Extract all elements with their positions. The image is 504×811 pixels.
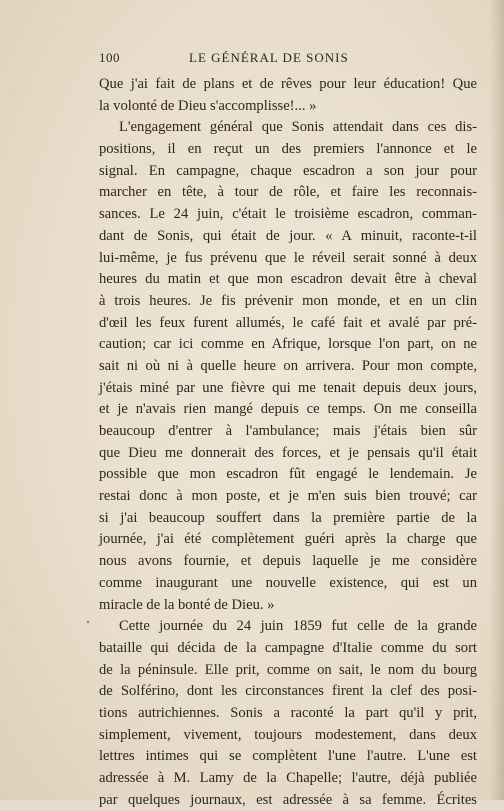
text-line: lettres intimes qui se complètent l'une l'autre. L'une est: [99, 748, 477, 765]
text-line: sait ni où ni à quelle heure on arrivera. Pour mon compte,: [99, 357, 477, 374]
text-line: L'engagement général que Sonis attendait dans ces dis-: [119, 119, 477, 136]
text-line: marcher en tête, à tour de rôle, et faire les reconnais-: [99, 184, 477, 201]
text-line: comme inaugurant une nouvelle existence, qui est un: [99, 574, 477, 591]
text-line: nous avons fournie, et depuis laquelle je me considère: [99, 553, 477, 570]
text-line: beaucoup d'entrer à l'ambulance; mais j'étais bien sûr: [99, 423, 477, 439]
text-line: tions autrichiennes. Sonis a raconté la part qu'il y prit,: [99, 704, 477, 721]
text-line: positions, il en reçut un des premiers l'annonce et le: [99, 141, 477, 158]
text-line: journée, j'ai été complètement guéri après la charge que: [99, 531, 477, 548]
text-line: restai donc à mon poste, et je m'en suis bien trouvé; car: [99, 488, 477, 505]
running-title: LE GÉNÉRAL DE SONIS: [189, 50, 349, 65]
text-line: dant de Sonis, qui était de jour. « A minuit, raconte-t-il: [99, 227, 477, 244]
text-line: caution; car ici comme en Afrique, lorsque l'on part, on ne: [99, 336, 477, 353]
text-line: j'étais miné par une fièvre qui me tenait depuis deux jours,: [99, 379, 477, 396]
text-line: d'œil les feux furent allumés, le café fait et avalé par pré-: [99, 314, 477, 331]
text-line: sances. Le 24 juin, c'était le troisième escadron, comman-: [99, 206, 477, 223]
text-line: la volonté de Dieu s'accomplisse!... »: [99, 97, 317, 114]
paper-speck: [87, 621, 89, 623]
text-line: si j'ai beaucoup souffert dans la première partie de la: [99, 509, 477, 526]
text-line: signal. En campagne, chaque escadron a son jour pour: [99, 162, 477, 179]
text-line: lui-même, je fus prévenu que le réveil serait sonné à deux: [99, 249, 477, 266]
text-line: de la péninsule. Elle prit, comme on sait, le nom du bourg: [99, 661, 477, 678]
text-line: possible que mon escadron fût engagé le lendemain. Je: [99, 466, 477, 483]
text-line: et je n'avais rien mangé depuis ce temps. On me conseilla: [99, 401, 477, 418]
page-header: [99, 50, 477, 70]
text-line: adressée à M. Lamy de la Chapelle; l'autre, déjà publiée: [99, 770, 477, 786]
text-line: de Solférino, dont les circonstances firent la clef des posi-: [99, 683, 477, 700]
text-line: bataille qui décida de la campagne d'Italie comme du sort: [99, 639, 477, 656]
page-edge-shadow: [490, 0, 504, 800]
text-line: par quelques journaux, est adressée à sa femme. Écrites: [99, 791, 477, 808]
text-line: heures du matin et que mon escadron devait être à cheval: [99, 271, 477, 288]
text-line: Que j'ai fait de plans et de rêves pour leur éducation! Que: [99, 76, 477, 92]
text-line: simplement, vivement, toujours modestement, dans deux: [99, 726, 477, 743]
text-line: miracle de la bonté de Dieu. »: [99, 596, 275, 613]
body-text: [99, 74, 477, 811]
text-line: Cette journée du 24 juin 1859 fut celle de la grande: [119, 618, 477, 635]
page-number: 100: [99, 50, 120, 65]
text-line: que Dieu me donnerait des forces, et je pensais qu'il était: [99, 444, 477, 461]
text-line: à trois heures. Je fis prévenir mon monde, et en un clin: [99, 292, 477, 309]
